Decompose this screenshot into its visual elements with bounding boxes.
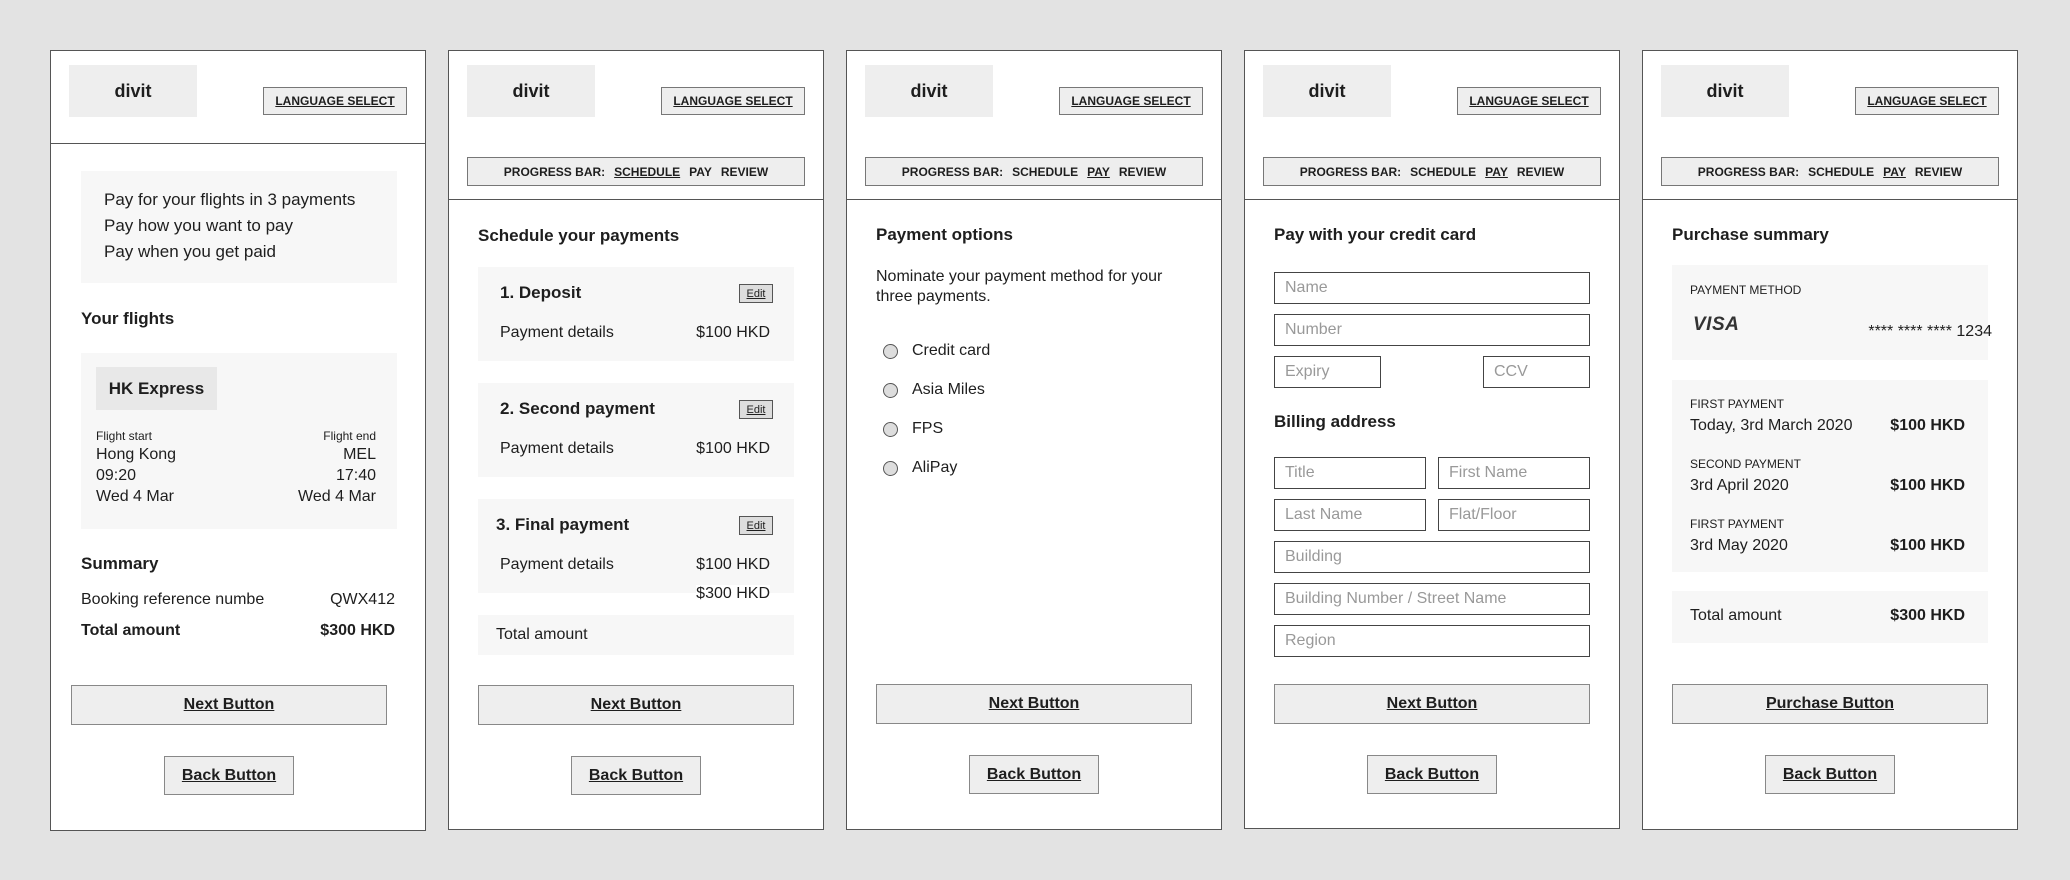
edit-button[interactable]: Edit	[739, 516, 773, 535]
payment-amount: $100 HKD	[696, 440, 770, 457]
first-name-field[interactable]: First Name	[1438, 457, 1590, 489]
payment-card	[478, 267, 794, 361]
edit-button[interactable]: Edit	[739, 400, 773, 419]
screen-header	[51, 51, 425, 144]
screen-landing	[50, 50, 426, 831]
payment-amount: $100 HKD	[1890, 417, 1965, 434]
radio-asia-miles[interactable]	[883, 381, 985, 399]
edit-button[interactable]: Edit	[739, 284, 773, 303]
progress-label: PROGRESS BAR:	[503, 164, 606, 179]
booking-label: Booking reference numbe	[81, 591, 265, 608]
total-label: Total amount	[81, 622, 181, 639]
payment-amount: $100 HKD	[1890, 537, 1965, 554]
payment-title: 1. Deposit	[500, 283, 582, 302]
total-label: Total amount	[1690, 607, 1782, 624]
radio-circle-icon[interactable]	[883, 344, 898, 359]
progress-label: PROGRESS BAR:	[901, 164, 1004, 179]
progress-bar	[1263, 157, 1601, 186]
language-select-button[interactable]: LANGUAGE SELECT	[263, 87, 407, 115]
total-value: $300 HKD	[696, 585, 770, 602]
language-select-button[interactable]: LANGUAGE SELECT	[1059, 87, 1203, 115]
step-review[interactable]: REVIEW	[1516, 164, 1565, 179]
payment-date: Today, 3rd March 2020	[1690, 417, 1853, 434]
step-review[interactable]: REVIEW	[720, 164, 769, 179]
radio-fps[interactable]	[883, 420, 943, 438]
step-review[interactable]: REVIEW	[1118, 164, 1167, 179]
radio-label: Credit card	[912, 342, 991, 359]
payment-method-box	[1672, 265, 1988, 360]
step-schedule[interactable]: SCHEDULE	[1808, 164, 1875, 179]
logo: divit	[1661, 65, 1789, 117]
logo: divit	[69, 65, 197, 117]
logo: divit	[1263, 65, 1391, 117]
radio-circle-icon[interactable]	[883, 461, 898, 476]
step-schedule[interactable]: SCHEDULE	[1012, 164, 1079, 179]
total-value: $300 HKD	[1890, 607, 1965, 624]
payment-options-description: Nominate your payment method for your three payments.	[876, 268, 1163, 305]
screen-credit-card	[1244, 50, 1620, 829]
back-button[interactable]: Back Button	[1765, 755, 1895, 794]
screen-payment-options	[846, 50, 1222, 830]
flat-floor-field[interactable]: Flat/Floor	[1438, 499, 1590, 531]
payment-card	[478, 499, 794, 593]
title-field[interactable]: Title	[1274, 457, 1426, 489]
back-button[interactable]: Back Button	[571, 756, 701, 795]
start-time: 09:20	[96, 467, 137, 484]
payment-amount: $100 HKD	[696, 556, 770, 573]
total-label: Total amount	[496, 626, 588, 643]
back-button[interactable]: Back Button	[1367, 755, 1497, 794]
screen-schedule	[448, 50, 824, 830]
logo: divit	[467, 65, 595, 117]
screen-header	[1245, 51, 1619, 200]
radio-circle-icon[interactable]	[883, 422, 898, 437]
payment-label: FIRST PAYMENT	[1690, 517, 1785, 531]
next-button[interactable]: Next Button	[71, 685, 387, 725]
step-pay[interactable]: PAY	[1485, 164, 1508, 179]
progress-label: PROGRESS BAR:	[1697, 164, 1800, 179]
step-review[interactable]: REVIEW	[1914, 164, 1963, 179]
street-field[interactable]: Building Number / Street Name	[1274, 583, 1590, 615]
logo: divit	[865, 65, 993, 117]
payment-amount: $100 HKD	[1890, 477, 1965, 494]
visa-logo-icon: VISA	[1693, 314, 1740, 335]
end-city: MEL	[343, 446, 376, 463]
radio-credit-card[interactable]	[883, 342, 990, 360]
region-field[interactable]: Region	[1274, 625, 1590, 657]
payment-label: SECOND PAYMENT	[1690, 457, 1801, 471]
back-button[interactable]: Back Button	[969, 755, 1099, 794]
progress-label: PROGRESS BAR:	[1299, 164, 1402, 179]
airline-badge: HK Express	[96, 367, 217, 410]
payment-amount: $100 HKD	[696, 324, 770, 341]
name-field[interactable]: Name	[1274, 272, 1590, 304]
screen-header	[449, 51, 823, 200]
payment-method-label: PAYMENT METHOD	[1690, 283, 1802, 297]
billing-title: Billing address	[1274, 412, 1396, 431]
card-number: **** **** **** 1234	[1868, 323, 1992, 340]
intro-line: Pay when you get paid	[104, 242, 277, 261]
step-schedule[interactable]: SCHEDULE	[614, 164, 681, 179]
screen-header	[1643, 51, 2017, 200]
next-button[interactable]: Next Button	[1274, 684, 1590, 724]
purchase-button[interactable]: Purchase Button	[1672, 684, 1988, 724]
payment-date: 3rd April 2020	[1690, 477, 1789, 494]
step-schedule[interactable]: SCHEDULE	[1410, 164, 1477, 179]
ccv-field[interactable]: CCV	[1483, 356, 1590, 388]
progress-bar	[1661, 157, 1999, 186]
radio-alipay[interactable]	[883, 459, 957, 477]
intro-line: Pay for your flights in 3 payments	[104, 190, 356, 209]
language-select-button[interactable]: LANGUAGE SELECT	[661, 87, 805, 115]
progress-bar	[865, 157, 1203, 186]
radio-circle-icon[interactable]	[883, 383, 898, 398]
start-date: Wed 4 Mar	[96, 488, 174, 505]
end-time: 17:40	[335, 467, 376, 484]
credit-card-title: Pay with your credit card	[1274, 225, 1477, 244]
screen-purchase-summary	[1642, 50, 2018, 830]
payment-title: 2. Second payment	[500, 399, 655, 418]
step-pay[interactable]: PAY	[1883, 164, 1906, 179]
step-pay[interactable]: PAY	[689, 164, 712, 179]
total-value: $300 HKD	[320, 622, 395, 639]
screen-header	[847, 51, 1221, 200]
radio-label: AliPay	[912, 459, 958, 476]
radio-label: Asia Miles	[912, 381, 985, 398]
end-date: Wed 4 Mar	[298, 488, 376, 505]
flights-title: Your flights	[81, 309, 175, 328]
payment-details-label: Payment details	[500, 324, 614, 341]
payment-title: 3. Final payment	[496, 515, 630, 534]
booking-value: QWX412	[330, 591, 395, 608]
schedule-title: Schedule your payments	[478, 226, 680, 245]
flight-end-label: Flight end	[323, 429, 376, 443]
next-button[interactable]: Next Button	[478, 685, 794, 725]
intro-line: Pay how you want to pay	[104, 216, 294, 235]
progress-bar	[467, 157, 805, 186]
language-select-button[interactable]: LANGUAGE SELECT	[1855, 87, 1999, 115]
building-field[interactable]: Building	[1274, 541, 1590, 573]
last-name-field[interactable]: Last Name	[1274, 499, 1426, 531]
flight-start-label: Flight start	[96, 429, 153, 443]
language-select-button[interactable]: LANGUAGE SELECT	[1457, 87, 1601, 115]
payment-label: FIRST PAYMENT	[1690, 397, 1785, 411]
step-pay[interactable]: PAY	[1087, 164, 1110, 179]
payment-date: 3rd May 2020	[1690, 537, 1788, 554]
back-button[interactable]: Back Button	[164, 756, 294, 795]
purchase-summary-title: Purchase summary	[1672, 225, 1829, 244]
summary-title: Summary	[81, 554, 159, 573]
card-number-field[interactable]: Number	[1274, 314, 1590, 346]
radio-label: FPS	[912, 420, 944, 437]
payment-details-label: Payment details	[500, 556, 614, 573]
start-city: Hong Kong	[96, 446, 177, 463]
payment-options-title: Payment options	[876, 225, 1013, 244]
expiry-field[interactable]: Expiry	[1274, 356, 1381, 388]
next-button[interactable]: Next Button	[876, 684, 1192, 724]
payment-details-label: Payment details	[500, 440, 614, 457]
payment-card	[478, 383, 794, 477]
